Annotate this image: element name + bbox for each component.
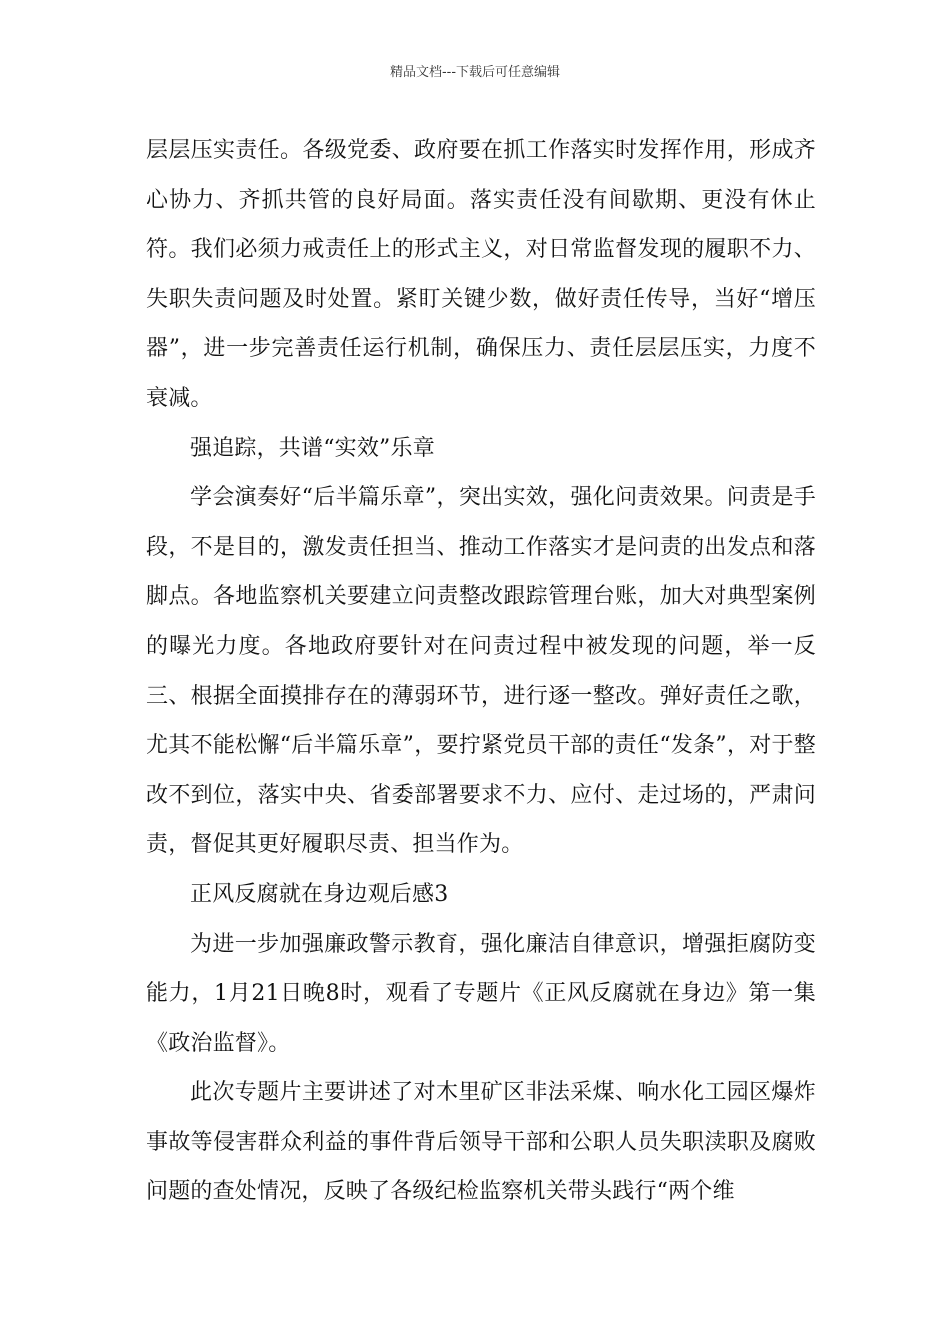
page-header: 精品文档---下载后可任意编辑	[389, 65, 561, 80]
section-heading: 正风反腐就在身边观后感3	[190, 881, 449, 907]
paragraph: 学会演奏好“后半篇乐章”，突出实效，强化问责效果。问责是手段，不是目的，激发责任担当、推动工作落实才是问责的出发点和落脚点。各地监察机关要建立问责整改跟踪管理台账，加大对典型案例的曝光力度。各地政府要针对在问责过程中被发现的问题，举一反三、根据全面摸排存在的薄弱环节，进行逐一整改。弹好责任之歌，尤其不能松懈“后半篇乐章”，要拧紧党员干部的责任“发条”，对于整改不到位，落实中央、省委部署要求不力、应付、走过场的，严肃问责，督促其更好履职尽责、担当作为。	[146, 485, 816, 858]
document-body	[146, 126, 816, 1217]
paragraph-continuation: 层层压实责任。各级党委、政府要在抓工作落实时发挥作用，形成齐心协力、齐抓共管的良好局面。落实责任没有间歇期、更没有休止符。我们必须力戒责任上的形式主义，对日常监督发现的履职不力、失职失责问题及时处置。紧盯关键少数，做好责任传导，当好“增压器”，进一步完善责任运行机制，确保压力、责任层层压实，力度不衰减。	[146, 138, 816, 411]
paragraph: 此次专题片主要讲述了对木里矿区非法采煤、响水化工园区爆炸事故等侵害群众利益的事件背后领导干部和公职人员失职渎职及腐败问题的查处情况，反映了各级纪检监察机关带头践行“两个维	[146, 1080, 816, 1205]
section-heading: 强追踪，共谱“实效”乐章	[190, 435, 435, 461]
paragraph: 为进一步加强廉政警示教育，强化廉洁自律意识，增强拒腐防变能力，1月21日晚8时，观看了专题片《正风反腐就在身边》第一集《政治监督》。	[146, 931, 816, 1056]
